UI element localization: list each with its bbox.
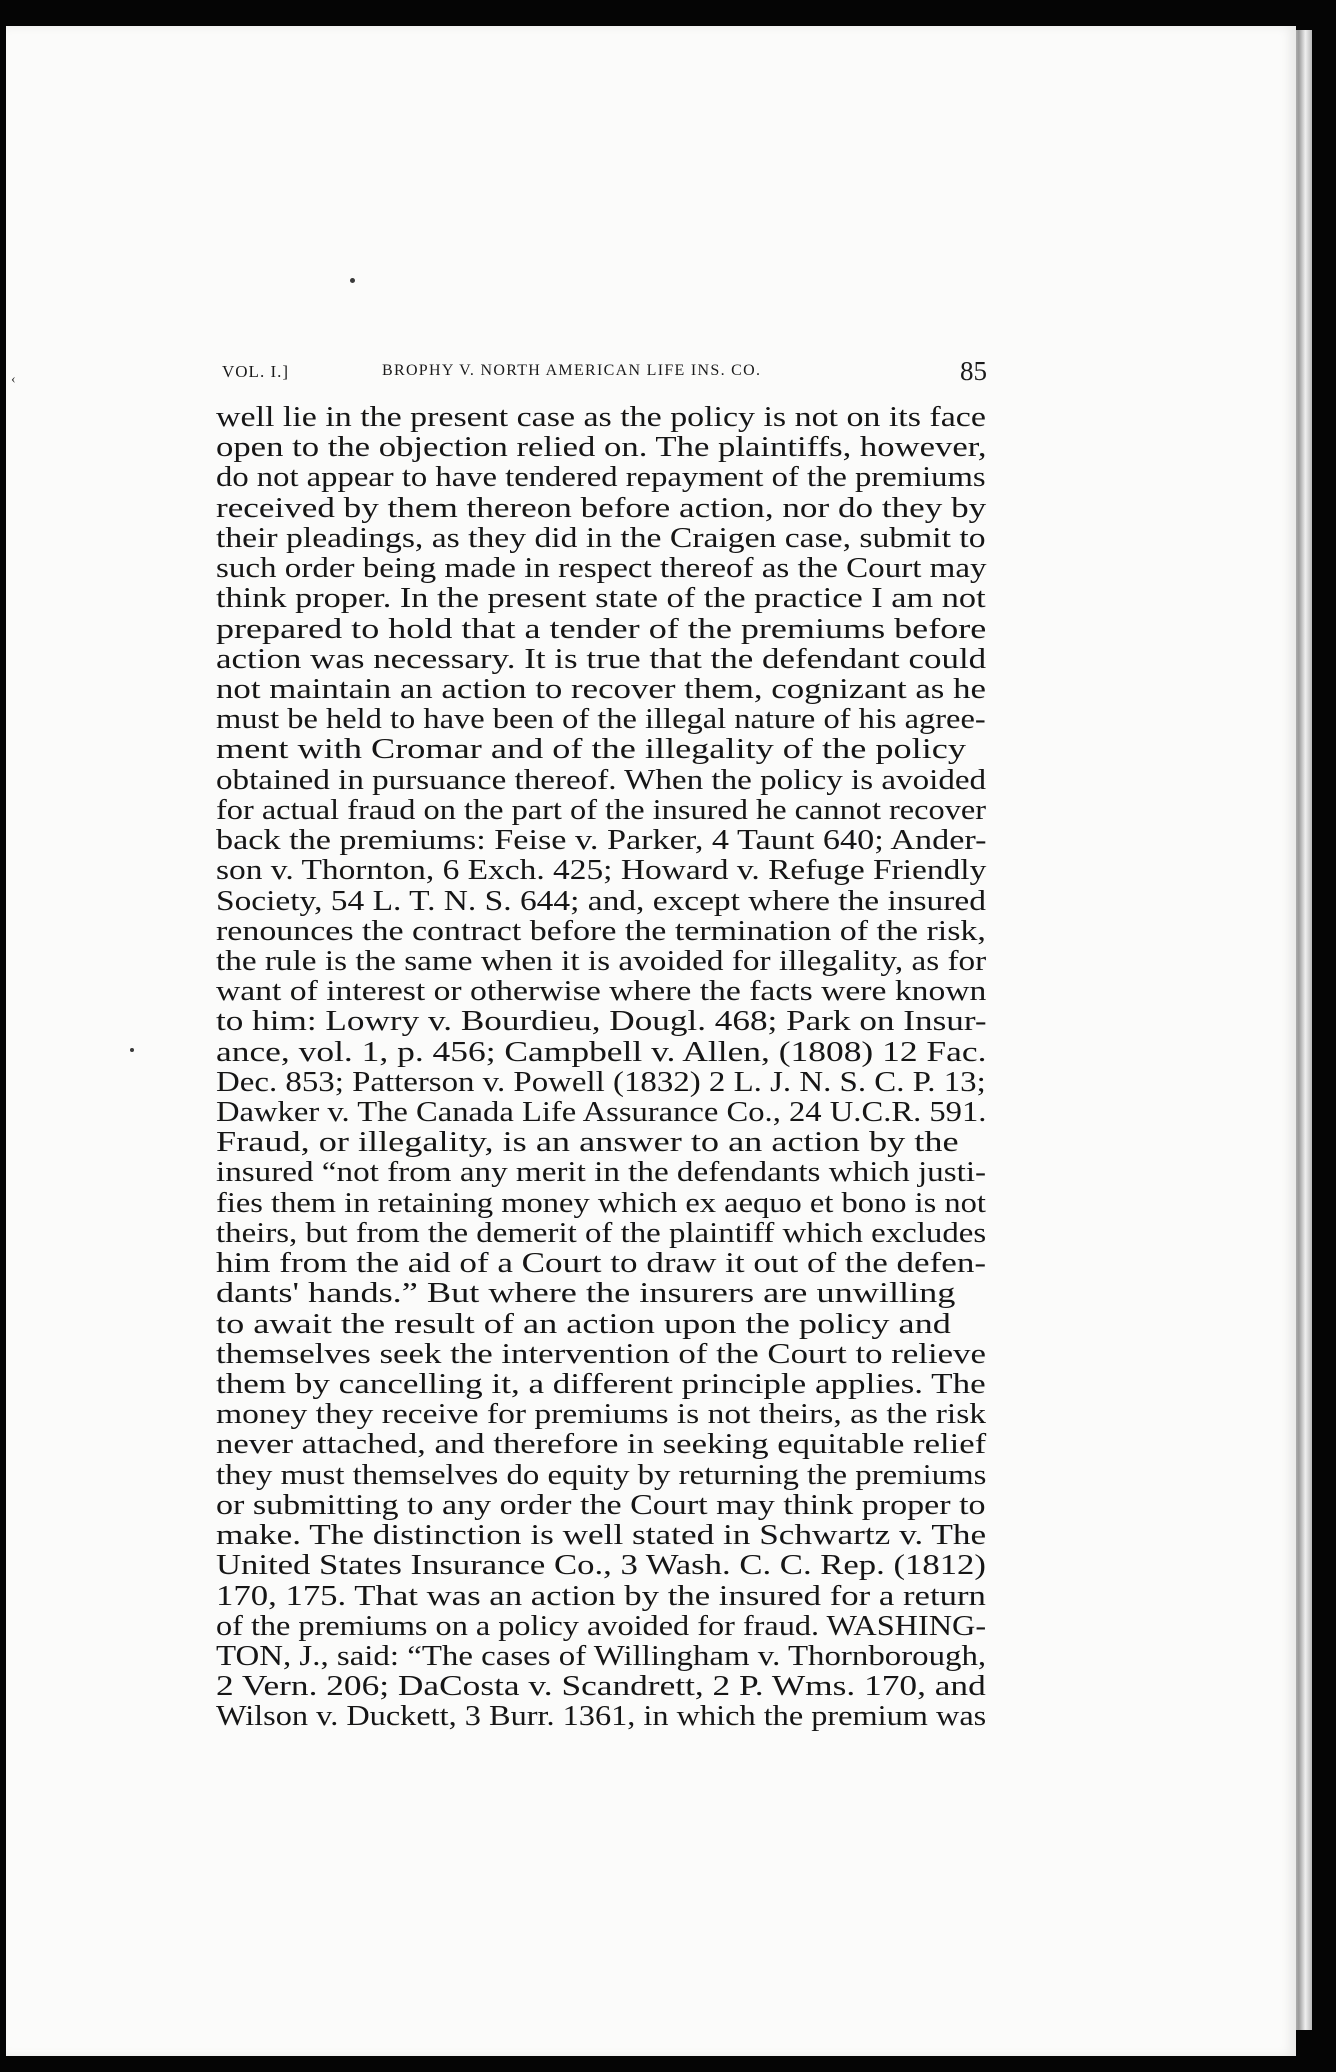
volume-label: VOL. I.]	[222, 362, 290, 381]
text-line: them by cancelling it, a different principle applies. The	[216, 1368, 986, 1400]
text-line: the rule is the same when it is avoided for illegality, as for	[216, 944, 987, 977]
text-line: not maintain an action to recover them, cognizant as he	[216, 672, 986, 705]
running-title: BROPHY V. NORTH AMERICAN LIFE INS. CO.	[382, 362, 762, 379]
text-line: renounces the contract before the termination of the risk,	[216, 914, 986, 947]
text-line: him from the aid of a Court to draw it out of the defen-	[216, 1247, 987, 1280]
text-line: action was necessary. It is true that the defendant could	[216, 642, 987, 675]
text-line: Society, 54 L. T. N. S. 644; and, except where the insured	[216, 884, 986, 917]
text-line: ance, vol. 1, p. 456; Campbell v. Allen, (1808) 12 Fac.	[216, 1035, 987, 1068]
text-line: money they receive for premiums is not theirs, as the risk	[216, 1398, 987, 1431]
text-line: to await the result of an action upon the policy and	[216, 1307, 951, 1340]
text-line: they must themselves do equity by returning the premiums	[216, 1458, 987, 1491]
text-line: such order being made in respect thereof as the Court may	[216, 552, 987, 585]
text-line: Dec. 853; Patterson v. Powell (1832) 2 L. J. N. S. C. P. 13;	[216, 1065, 986, 1098]
text-line: want of interest or otherwise where the facts were known	[216, 975, 987, 1008]
text-line: make. The distinction is well stated in Schwartz v. The	[216, 1519, 987, 1552]
text-line: TON, J., said: “The cases of Willingham v. Thornborough,	[216, 1639, 987, 1672]
text-line: obtained in pursuance thereof. When the policy is avoided	[216, 763, 987, 796]
text-line: ment with Cromar and of the illegality of the policy	[216, 733, 966, 766]
text-line: must be held to have been of the illegal nature of his agree-	[216, 703, 986, 736]
text-line: Fraud, or illegality, is an answer to an action by the	[216, 1126, 959, 1159]
text-line: fies them in retaining money which ex aequo et bono is not	[216, 1186, 986, 1219]
book-page	[6, 26, 1296, 2056]
text-line: son v. Thornton, 6 Exch. 425; Howard v. Refuge Friendly	[216, 854, 987, 887]
text-line: 2 Vern. 206; DaCosta v. Scandrett, 2 P. Wms. 170, and	[216, 1670, 986, 1703]
text-line: of the premiums on a policy avoided for fraud. WASHING-	[216, 1609, 987, 1642]
text-line: insured “not from any merit in the defendants which justi-	[216, 1156, 987, 1189]
text-line: or submitting to any order the Court may think proper to	[216, 1488, 986, 1521]
text-line: theirs, but from the demerit of the plaintiff which excludes	[216, 1216, 987, 1249]
text-line: 170, 175. That was an action by the insured for a return	[216, 1579, 986, 1612]
text-line: do not appear to have tendered repayment of the premiums	[216, 461, 986, 494]
text-line: for actual fraud on the part of the insured he cannot recover	[216, 793, 987, 826]
text-line: back the premiums: Feise v. Parker, 4 Taunt 640; Ander-	[216, 824, 987, 857]
text-line: Wilson v. Duckett, 3 Burr. 1361, in which the premium was	[216, 1700, 987, 1733]
margin-mark: ‹	[11, 372, 16, 387]
text-line: United States Insurance Co., 3 Wash. C. C. Rep. (1812)	[216, 1549, 986, 1582]
text-line: dants' hands.” But where the insurers are unwilling	[216, 1277, 956, 1310]
text-line: Dawker v. The Canada Life Assurance Co., 24 U.C.R. 591.	[216, 1096, 987, 1129]
text-line: well lie in the present case as the policy is not on its face	[216, 401, 986, 433]
text-line: open to the objection relied on. The plaintiffs, however,	[216, 431, 987, 464]
speck	[350, 278, 355, 283]
text-line: think proper. In the present state of the practice I am not	[216, 582, 986, 615]
running-header	[222, 356, 987, 396]
text-line: their pleadings, as they did in the Craigen case, submit to	[216, 521, 986, 554]
text-line: never attached, and therefore in seeking equitable relief	[216, 1428, 987, 1461]
text-line: to him: Lowry v. Bourdieu, Dougl. 468; Park on Insur-	[216, 1005, 987, 1038]
body-text	[216, 402, 986, 1732]
speck	[130, 1048, 134, 1052]
text-line: prepared to hold that a tender of the premiums before	[216, 612, 987, 645]
page-number: 85	[960, 356, 987, 386]
text-line: themselves seek the intervention of the Court to relieve	[216, 1337, 987, 1370]
text-line: received by them thereon before action, nor do they by	[216, 491, 987, 524]
